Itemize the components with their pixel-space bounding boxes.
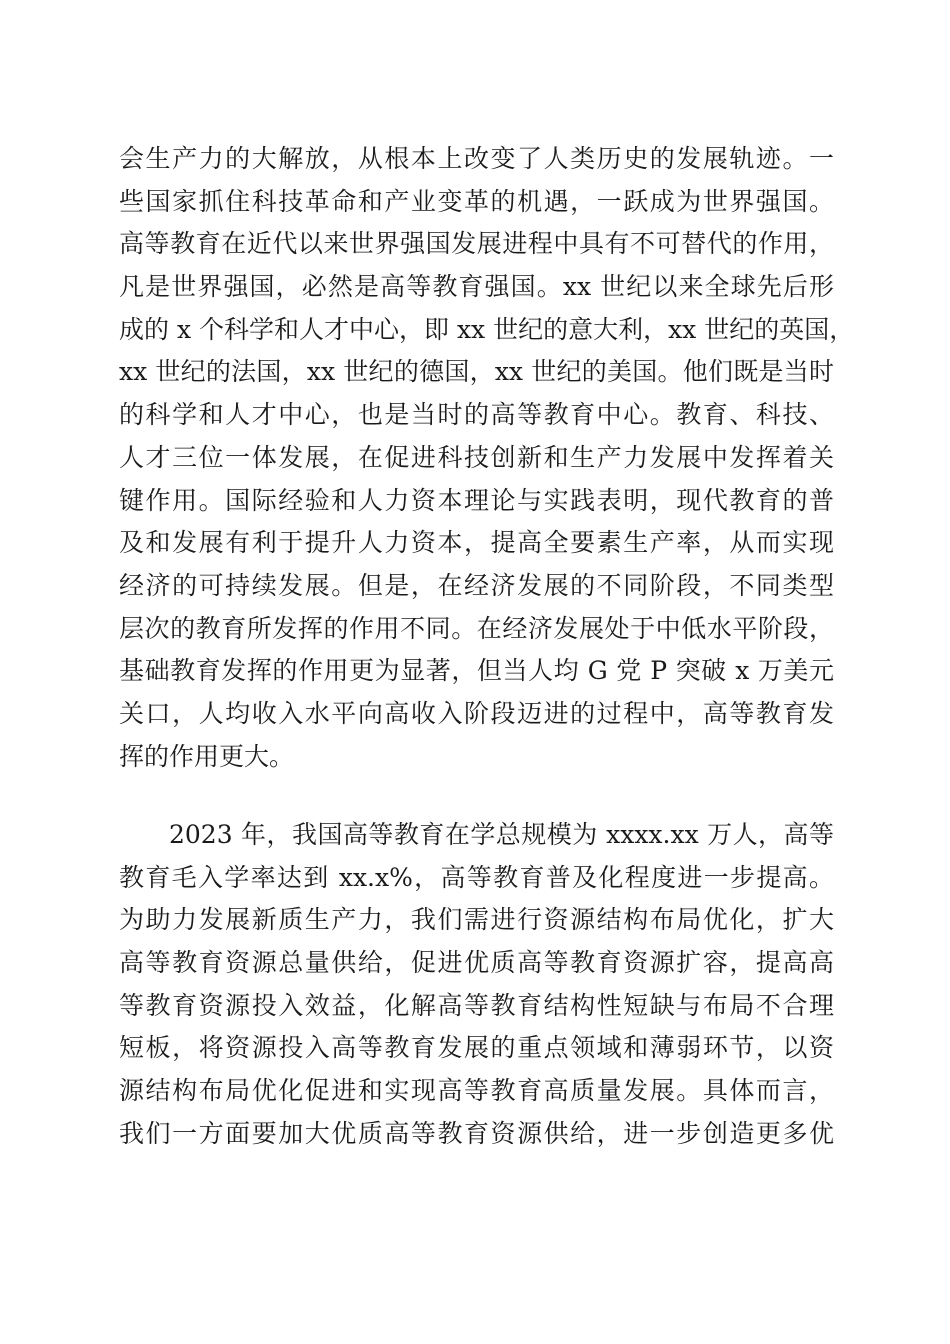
- paragraph-line: 我们一方面要加大优质高等教育资源供给，进一步创造更多优: [119, 1118, 834, 1148]
- paragraph-line: 教育毛入学率达到 xx.x%，高等教育普及化程度进一步提高。: [119, 862, 834, 892]
- paragraph-line: 的科学和人才中心，也是当时的高等教育中心。教育、科技、: [119, 400, 834, 430]
- paragraph-line: 等教育资源投入效益，化解高等教育结构性短缺与布局不合理: [119, 990, 834, 1020]
- paragraph-2: [119, 814, 834, 1156]
- paragraph-line: 短板，将资源投入高等教育发展的重点领域和薄弱环节，以资: [119, 1033, 834, 1063]
- paragraph-line: 高等教育资源总量供给，促进优质高等教育资源扩容，提高高: [119, 948, 834, 978]
- paragraph-line: 人才三位一体发展，在促进科技创新和生产力发展中发挥着关: [119, 442, 834, 472]
- paragraph-1: [119, 138, 855, 778]
- paragraph-line: xx 世纪的法国，xx 世纪的德国，xx 世纪的美国。他们既是当时: [119, 357, 834, 387]
- paragraph-line: 基础教育发挥的作用更为显著，但当人均 G 党 P 突破 x 万美元: [119, 656, 834, 686]
- paragraph-line: 成的 x 个科学和人才中心，即 xx 世纪的意大利，xx 世纪的英国，: [119, 314, 855, 344]
- paragraph-line: 经济的可持续发展。但是，在经济发展的不同阶段，不同类型: [119, 570, 834, 600]
- paragraph-line: 高等教育在近代以来世界强国发展进程中具有不可替代的作用，: [119, 229, 834, 259]
- paragraph-line: 层次的教育所发挥的作用不同。在经济发展处于中低水平阶段，: [119, 613, 834, 643]
- paragraph-line: 为助力发展新质生产力，我们需进行资源结构布局优化，扩大: [119, 905, 834, 935]
- paragraph-line: 些国家抓住科技革命和产业变革的机遇，一跃成为世界强国。: [119, 186, 834, 216]
- paragraph-line: 源结构布局优化促进和实现高等教育高质量发展。具体而言，: [119, 1076, 834, 1106]
- paragraph-line: 2023 年，我国高等教育在学总规模为 xxxx.xx 万人，高等: [169, 820, 834, 849]
- paragraph-line: 关口，人均收入水平向高收入阶段迈进的过程中，高等教育发: [119, 698, 834, 728]
- paragraph-line: 及和发展有利于提升人力资本，提高全要素生产率，从而实现: [119, 528, 834, 558]
- paragraph-line: 凡是世界强国，必然是高等教育强国。xx 世纪以来全球先后形: [119, 272, 834, 302]
- paragraph-line: 挥的作用更大。: [119, 741, 295, 771]
- paragraph-line: 会生产力的大解放，从根本上改变了人类历史的发展轨迹。一: [119, 144, 834, 173]
- paragraph-line: 键作用。国际经验和人力资本理论与实践表明，现代教育的普: [119, 485, 834, 515]
